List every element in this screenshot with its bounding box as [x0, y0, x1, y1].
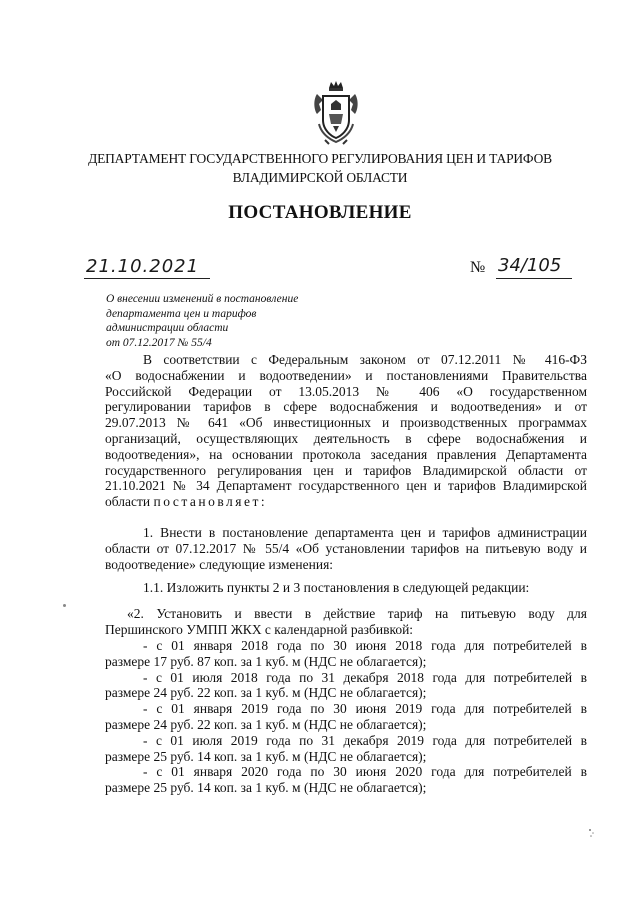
document-number: 34/105	[498, 255, 562, 276]
preamble-line: В соответствии с Федеральным законом от 07.12.2011 № 416-ФЗ	[143, 352, 587, 367]
item-1-line: 1. Внести в постановление департамента цен и тарифов администрации	[143, 525, 587, 540]
tariff-amount-line: размере 24 руб. 22 коп. за 1 куб. м (НДС не облагается);	[105, 716, 427, 732]
tariff-period-line: - с 01 января 2019 года по 30 июня 2019 года для потребителей в	[143, 701, 587, 717]
preamble-paragraph	[105, 352, 587, 510]
tariff-period-line: - с 01 июля 2018 года по 31 декабря 2018 года для потребителей в	[143, 669, 587, 685]
item-2-line: Першинского УМПП ЖКХ с календарной разбивкой:	[105, 621, 414, 637]
item-1-1-line: 1.1. Изложить пункты 2 и 3 постановления в следующей редакции:	[143, 580, 530, 595]
document-type-title: ПОСТАНОВЛЕНИЕ	[228, 202, 412, 223]
number-sign: №	[470, 259, 486, 276]
preamble-line: 21.10.2021 № 34 Департамент государственного цен и тарифов Владимирской	[105, 478, 587, 494]
scan-speck-mark	[63, 604, 66, 607]
tariff-period-line: - с 01 июля 2019 года по 31 декабря 2019 года для потребителей в	[143, 732, 587, 748]
department-name-line1: ДЕПАРТАМЕНТ ГОСУДАРСТВЕННОГО РЕГУЛИРОВАНИЯ ЦЕН И ТАРИФОВ	[88, 151, 552, 166]
document-date: 21.10.2021	[86, 256, 200, 277]
preamble-line: водоотведения», на основании протокола заседания правления Департамента	[105, 446, 587, 462]
subject-line: О внесении изменений в постановление	[106, 293, 299, 305]
tariff-period-line: - с 01 января 2018 года по 30 июня 2018 года для потребителей в	[143, 638, 587, 653]
department-name-line2: ВЛАДИМИРСКОЙ ОБЛАСТИ	[232, 170, 408, 185]
scan-speck-mark	[588, 828, 596, 838]
preamble-line: государственного регулирования цен и тарифов Владимирской области от	[105, 462, 587, 478]
item-1-paragraph	[105, 525, 587, 572]
coat-of-arms-emblem-icon	[311, 80, 361, 146]
preamble-line: Российской Федерации от 13.05.2013 № 406 «О государственном	[105, 383, 587, 399]
item-2-line: «2. Установить и ввести в действие тариф на питьевую воду для	[127, 606, 587, 621]
number-underline	[496, 278, 572, 279]
preamble-line: 29.07.2013 № 641 «Об инвестиционных и производственных программах	[105, 415, 587, 431]
preamble-line: области	[105, 494, 151, 510]
preamble-line: организаций, осуществляющих деятельность в сфере водоснабжения и	[105, 430, 587, 446]
item-2-paragraph	[105, 606, 587, 638]
item-1-line: области от 07.12.2017 № 55/4 «Об установлении тарифов на питьевую воду и	[105, 540, 587, 556]
document-subject	[106, 292, 366, 350]
tariff-amount-line: размере 24 руб. 22 коп. за 1 куб. м (НДС не облагается);	[105, 685, 427, 701]
item-1-1-paragraph	[105, 580, 587, 596]
date-underline	[84, 278, 210, 279]
subject-line: департамента цен и тарифов	[106, 307, 257, 320]
tariff-amount-line: размере 17 руб. 87 коп. за 1 куб. м (НДС не облагается);	[105, 653, 427, 669]
preamble-line: «О водоснабжении и водоотведении» и постановлениями Правительства	[105, 367, 587, 383]
tariff-amount-line: размере 25 руб. 14 коп. за 1 куб. м (НДС не облагается);	[105, 748, 427, 764]
subject-line: администрации области	[106, 322, 229, 334]
subject-line: от 07.12.2017 № 55/4	[106, 336, 212, 349]
tariff-period-line: - с 01 января 2020 года по 30 июня 2020 года для потребителей в	[143, 764, 587, 780]
preamble-line: регулировании тарифов в сфере водоснабжения и водоотведения» и от	[105, 399, 587, 415]
tariff-amount-line: размере 25 руб. 14 коп. за 1 куб. м (НДС не облагается);	[105, 780, 427, 796]
tariff-list	[105, 638, 587, 796]
decree-word: постановляет:	[153, 494, 268, 510]
item-1-line: водоотведение» следующие изменения:	[105, 556, 334, 572]
